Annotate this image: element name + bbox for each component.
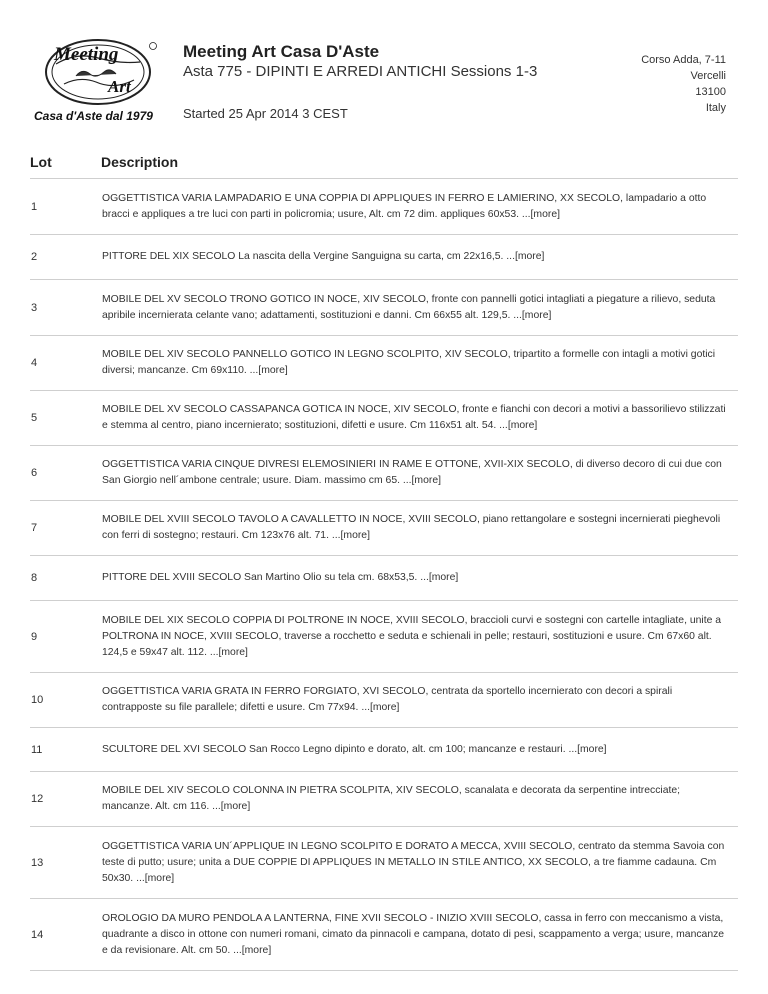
lot-description[interactable]: MOBILE DEL XIX SECOLO COPPIA DI POLTRONE IN NOCE, XVIII SECOLO, braccioli curvi e sostegni con cartelle intagliate, unite a POLTRONA IN NOCE, XVIII SECOLO, traverse a rocchetto e seduta e schienali in pelle; restauri, sostituzioni e usure. Cm 67x60 alt. 124,5 e 59x47 alt. 112. ...[more] (102, 614, 722, 658)
lot-number: 10 (31, 694, 44, 706)
lot-description[interactable]: OGGETTISTICA VARIA UN´APPLIQUE IN LEGNO SCOLPITO E DORATO A MECCA, XVIII SECOLO, centrato da stemma Savoia con teste di putto; usure; unita a DUE COPPIE DI APPLIQUES IN METALLO IN STILE ANTICO, XX SECOLO, a tre fiamme cadauna. Cm 50x30. ...[more] (102, 840, 725, 884)
address-country: Italy (705, 102, 726, 114)
lot-number: 9 (31, 630, 38, 643)
table-row (30, 391, 738, 446)
company-logo (32, 32, 172, 122)
lot-description[interactable]: OGGETTISTICA VARIA CINQUE DIVRESI ELEMOSINIERI IN RAME E OTTONE, XVII-XIX SECOLO, di diverso decoro di cui due con San Giorgio nell´ambone centrale; usure. Diam. massimo cm 65. ...[more] (102, 459, 722, 486)
table-row (30, 501, 738, 556)
lot-number: 1 (31, 200, 38, 213)
lot-number: 4 (31, 357, 38, 369)
auction-subtitle: Asta 775 - DIPINTI E ARREDI ANTICHI Sessions 1-3 (183, 63, 538, 80)
table-row (30, 673, 738, 728)
lot-description[interactable]: SCULTORE DEL XVI SECOLO San Rocco Legno dipinto e dorato, alt. cm 100; mancanze e restauri. ...[more] (102, 743, 607, 755)
lot-description[interactable]: MOBILE DEL XIV SECOLO PANNELLO GOTICO IN LEGNO SCOLPITO, XIV SECOLO, tripartito a formelle con intagli a motivi gotici diversi; mancanze. Cm 69x110. ...[more] (102, 349, 716, 376)
lot-number: 12 (31, 793, 44, 805)
address-city: Vercelli (690, 70, 726, 82)
table-row (30, 179, 738, 235)
lot-number: 8 (31, 572, 38, 584)
address-postcode: 13100 (695, 86, 726, 98)
table-row (30, 280, 738, 336)
logo-text-meeting: Meeting (54, 44, 119, 65)
lot-description[interactable]: MOBILE DEL XIV SECOLO COLONNA IN PIETRA SCOLPITA, XIV SECOLO, scanalata e decorata da serpentine intrecciate; mancanze. Alt. cm 116. ...[more] (102, 785, 681, 812)
table-row (30, 772, 738, 827)
lot-number: 3 (31, 301, 38, 314)
logo-tagline: Casa d'Aste dal 1979 (34, 109, 153, 123)
lot-description[interactable]: PITTORE DEL XVIII SECOLO San Martino Olio su tela cm. 68x53,5. ...[more] (102, 572, 459, 583)
table-row (30, 446, 738, 501)
table-row (30, 601, 738, 673)
auction-start-date: Started 25 Apr 2014 3 CEST (183, 106, 348, 121)
table-row (30, 235, 738, 280)
lot-number: 5 (31, 412, 38, 424)
address-block (641, 52, 726, 116)
table-row (30, 728, 738, 772)
logo-text-art: Art (108, 77, 131, 96)
lot-number: 11 (31, 743, 43, 756)
lot-description[interactable]: OGGETTISTICA VARIA GRATA IN FERRO FORGIATO, XVI SECOLO, centrata da sportello incernierato con decori a spirali contrapposte su file parallele; difetti e usure. Cm 77x94. ...[more] (102, 686, 673, 713)
lot-description[interactable]: MOBILE DEL XV SECOLO TRONO GOTICO IN NOCE, XIV SECOLO, fronte con pannelli gotici intagliati a piegature a rilievo, seduta apribile incernierata celante vano; adattamenti, sostituzioni e danni. Cm 66x55 alt. 129,5. ...[more] (102, 293, 716, 321)
lot-number: 13 (31, 856, 44, 869)
table-row (30, 827, 738, 899)
table-row (30, 556, 738, 601)
meeting-art-logo-graphic (36, 32, 166, 108)
address-street: Corso Adda, 7-11 (641, 54, 726, 66)
column-header-description: Description (101, 154, 179, 170)
lot-number: 7 (31, 522, 38, 534)
lot-description[interactable]: PITTORE DEL XIX SECOLO La nascita della Vergine Sanguigna su carta, cm 22x16,5. ...[more] (102, 251, 545, 262)
table-row (30, 899, 738, 971)
table-row (30, 336, 738, 391)
auction-house-title: Meeting Art Casa D'Aste (183, 42, 380, 61)
lot-number: 14 (31, 928, 44, 941)
lot-number: 2 (31, 251, 38, 263)
lot-table (30, 178, 738, 971)
lot-number: 6 (31, 467, 38, 479)
lot-description[interactable]: OGGETTISTICA VARIA LAMPADARIO E UNA COPPIA DI APPLIQUES IN FERRO E LAMIERINO, XX SECOLO, lampadario a otto bracci e appliques a tre luci con parti in policromia; usure, Alt. cm 72 dim. appliques 60x53. ...[more] (102, 192, 707, 220)
lot-description[interactable]: MOBILE DEL XV SECOLO CASSAPANCA GOTICA IN NOCE, XIV SECOLO, fronte e fianchi con decori a motivi a bassorilievo stilizzati e stemma al centro, piano incernierato; sostituzioni, difetti e usure. Cm 116x51 alt. 54. ...[more] (102, 404, 726, 431)
lot-description[interactable]: MOBILE DEL XVIII SECOLO TAVOLO A CAVALLETTO IN NOCE, XVIII SECOLO, piano rettangolare e sostegni incernierati pieghevoli con ferri di sostegno; restauri. Cm 123x76 alt. 71. ...[more] (102, 514, 721, 541)
lot-description[interactable]: OROLOGIO DA MURO PENDOLA A LANTERNA, FINE XVII SECOLO - INIZIO XVIII SECOLO, cassa in ferro con meccanismo a vista, quadrante a disco in ottone con numeri romani, cimato da pinnacoli e campana, dotato di pesi, scappamento a verga; usure, mancanze e da revisionare. Alt. cm 50. ...[more] (102, 912, 725, 956)
column-header-lot: Lot (30, 154, 52, 170)
